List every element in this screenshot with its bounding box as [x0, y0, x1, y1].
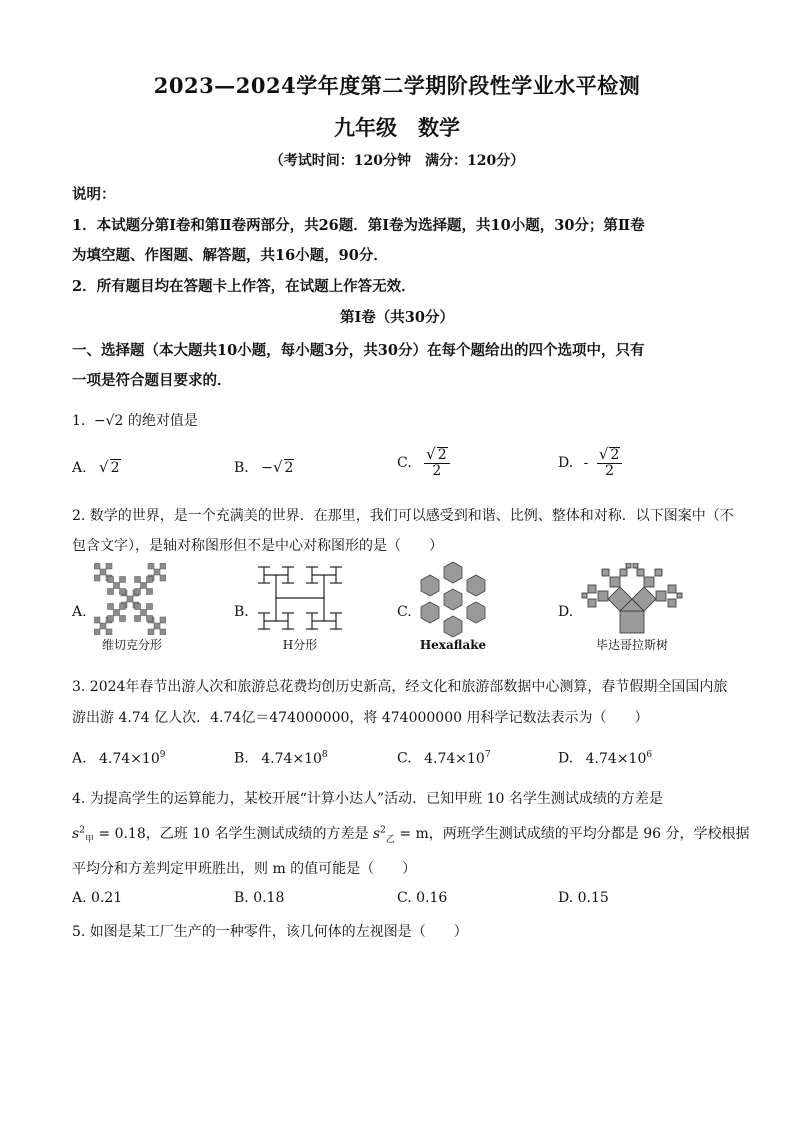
variance-symbol-jia: s	[72, 826, 80, 842]
q4-option-a[interactable]: A. 0.21	[72, 890, 123, 906]
q1-opt-d-denominator: 2	[605, 463, 615, 480]
question-1-text: 的绝对值是	[127, 413, 198, 429]
option-label: B.	[234, 460, 249, 476]
option-label: A.	[72, 460, 87, 476]
question-4-mid: ，乙班 10 名学生测试成绩的方差是	[145, 826, 369, 842]
q1-opt-a-radicand: 2	[110, 460, 120, 476]
q2-option-a[interactable]: A.	[72, 604, 87, 620]
exam-title: 2023—2024学年度第二学期阶段性学业水平检测	[153, 73, 641, 98]
q1-option-d[interactable]: D. - $\frac{√ 2}{2}$	[558, 446, 622, 480]
q3-opt-a-base: 4.74×10	[99, 750, 160, 767]
question-1-expr: −√2	[93, 413, 124, 429]
q1-option-c[interactable]: C. $\frac{√ 2}{2}$	[397, 446, 450, 480]
variance-value-yi: = m	[399, 826, 429, 842]
vicsek-fractal-image	[94, 563, 166, 635]
q2-option-d[interactable]: D.	[558, 604, 574, 620]
variance-sub-yi: 乙	[385, 834, 395, 845]
q1-opt-c-radicand: 2	[437, 447, 447, 463]
q1-opt-d-sign: -	[583, 454, 589, 471]
section1-heading-line1: 一、选择题（本大题共10小题，每小题3分，共30分）在每个题给出的四个选项中，只有	[72, 342, 645, 359]
q3-option-b[interactable]	[234, 750, 328, 767]
q1-opt-b-sign: −	[261, 460, 273, 476]
question-3-line2: 游出游 4.74 亿人次．4.74亿＝474000000，将 474000000 用科学记数法表示为（ ）	[72, 710, 649, 726]
instructions-label: 说明：	[72, 186, 116, 203]
q3-opt-a-exp: 9	[159, 750, 166, 760]
instruction-1-line1: 1．本试题分第Ⅰ卷和第Ⅱ卷两部分，共26题．第Ⅰ卷为选择题，共10小题，30分；第Ⅱ卷	[72, 217, 645, 234]
q1-opt-d-radicand: 2	[610, 447, 620, 463]
section1-title: 第Ⅰ卷（共30分）	[340, 309, 454, 326]
q1-opt-b-radicand: 2	[284, 460, 294, 476]
exam-info: （考试时间：120分钟 满分：120分）	[269, 153, 525, 169]
caption-hexaflake: Hexaflake	[419, 638, 487, 652]
section1-heading-line2: 一项是符合题目要求的．	[72, 372, 232, 389]
q3-option-c[interactable]	[397, 750, 491, 767]
instruction-2: 2．所有题目均在答题卡上作答，在试题上作答无效．	[72, 278, 416, 295]
question-4-line1: 4. 为提高学生的运算能力，某校开展“计算小达人”活动．已知甲班 10 名学生测试成绩的方差是	[72, 791, 663, 807]
caption-h-fractal: H分形	[282, 638, 318, 652]
q2-option-c[interactable]: C.	[397, 604, 412, 620]
question-5-line1: 5. 如图是某工厂生产的一种零件，该几何体的左视图是（ ）	[72, 924, 468, 940]
q1-opt-c-denominator: 2	[432, 463, 442, 480]
q3-option-d[interactable]	[558, 750, 652, 767]
q3-opt-b-exp: 8	[321, 750, 328, 760]
q1-option-a[interactable]: A. √ 2	[72, 458, 120, 476]
instruction-1-line2: 为填空题、作图题、解答题，共16小题，90分．	[72, 247, 388, 264]
question-1	[72, 410, 732, 430]
q4-option-b[interactable]: B. 0.18	[234, 890, 285, 906]
option-label: D.	[558, 454, 574, 471]
q3-opt-c-exp: 7	[484, 750, 491, 760]
question-2-line1: 2. 数学的世界，是一个充满美的世界．在那里，我们可以感受到和谐、比例、整体和对称．以下图案中（不	[72, 508, 734, 524]
q4-option-d[interactable]: D. 0.15	[558, 890, 609, 906]
caption-pythagoras-tree: 毕达哥拉斯树	[595, 638, 668, 652]
hexaflake-image	[414, 560, 492, 640]
question-4-tail: ，两班学生测试成绩的平均分都是 96 分，学校根据	[428, 826, 750, 842]
variance-symbol-yi: s	[372, 826, 381, 842]
question-4-line3: 平均分和方差判定甲班胜出，则 m 的值可能是（ ）	[72, 861, 417, 877]
q3-opt-b-base: 4.74×10	[261, 750, 322, 767]
q3-opt-d-exp: 6	[646, 750, 653, 760]
question-4-line2: $s^2_甲 = 0.18$，乙班 10 名学生测试成绩的方差是 $s^2_乙 = m$，两班学生测试成绩的平均分都是 96 分，学校根据	[72, 825, 750, 845]
option-label: C.	[397, 454, 412, 471]
q1-option-b[interactable]: B. −√ 2	[234, 458, 294, 476]
h-fractal-image	[252, 563, 348, 633]
exam-subtitle: 九年级 数学	[334, 115, 460, 140]
variance-sub-jia: 甲	[84, 834, 94, 845]
question-1-number: 1.	[72, 413, 86, 429]
option-label: D.	[558, 750, 574, 767]
q4-option-c[interactable]: C. 0.16	[397, 890, 448, 906]
caption-vicsek: 维切克分形	[101, 638, 162, 652]
q3-opt-d-base: 4.74×10	[585, 750, 647, 767]
option-label: B.	[234, 750, 249, 767]
q2-option-b[interactable]: B.	[234, 604, 249, 620]
q3-opt-c-base: 4.74×10	[424, 750, 485, 767]
option-label: C.	[397, 750, 412, 767]
option-label: A.	[72, 750, 87, 767]
question-3-line1: 3. 2024年春节出游人次和旅游总花费均创历史新高，经文化和旅游部数据中心测算，春节假期全国国内旅	[72, 679, 728, 695]
pythagoras-tree-image	[580, 563, 684, 635]
q3-option-a[interactable]	[72, 750, 165, 767]
variance-value-jia: = 0.18	[98, 826, 146, 842]
question-2-line2: 包含文字），是轴对称图形但不是中心对称图形的是（ ）	[72, 538, 443, 554]
